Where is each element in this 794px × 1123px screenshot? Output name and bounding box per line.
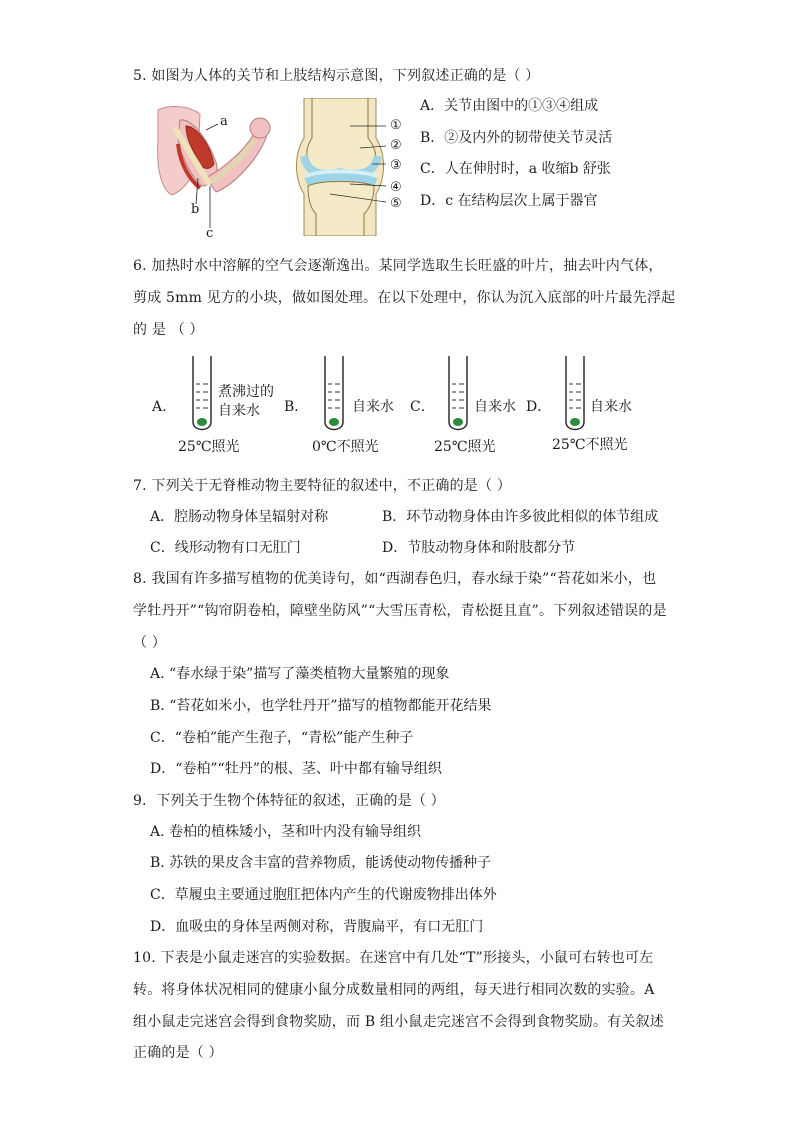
tube-a-letter[interactable]: A. — [152, 399, 167, 415]
q5-option-d[interactable]: D．c 在结构层次上属于器官 — [420, 193, 598, 209]
tube-c-condition: 25℃照光 — [434, 439, 496, 455]
q8-option-d[interactable]: D．“卷柏”“牡丹”的根、茎、叶中都有输导组织 — [150, 761, 442, 777]
q8-option-a[interactable]: A. “春水绿于染”描写了藻类植物大量繁殖的现象 — [150, 666, 450, 682]
q7-option-a[interactable]: A．腔肠动物身体呈辐射对称 — [150, 509, 329, 525]
q9-option-b[interactable]: B. 苏铁的果皮含丰富的营养物质，能诱使动物传播种子 — [150, 855, 492, 871]
label-4: ④ — [390, 180, 402, 195]
q8-stem-line1: 8. 我国有许多描写植物的优美诗句，如“西湖春色归，春水绿于染”“苔花如米小，也 — [133, 571, 657, 587]
q8-stem-line2: 学牡丹开”“钩帘阴卷柏，障壁坐防风”“大雪压青松，青松挺且直”。下列叙述错误的是 — [133, 603, 667, 619]
q6-stem-line2: 剪成 5mm 见方的小块，做如图处理。在以下处理中，你认为沉入底部的叶片最先浮起 — [133, 290, 676, 306]
q9-option-c[interactable]: C．草履虫主要通过胞肛把体内产生的代谢废物排出体外 — [150, 887, 497, 903]
tube-b-condition: 0℃不照光 — [312, 439, 379, 455]
q7-option-d[interactable]: D．节肢动物身体和附肢都分节 — [382, 540, 576, 556]
tube-b-water: 自来水 — [352, 399, 394, 415]
label-a: a — [220, 114, 228, 129]
q5-stem: 5. 如图为人体的关节和上肢结构示意图，下列叙述正确的是（ ） — [133, 68, 540, 84]
q5-option-a[interactable]: A．关节由图中的①③④组成 — [420, 98, 599, 114]
tube-d-condition: 25℃不照光 — [552, 437, 628, 453]
q8-stem-line3: （ ） — [133, 635, 167, 651]
label-5: ⑤ — [390, 196, 402, 211]
joint-figure — [290, 98, 390, 236]
test-tube-c-icon — [446, 356, 470, 436]
label-c: c — [206, 226, 214, 241]
q9-option-a[interactable]: A. 卷柏的植株矮小，茎和叶内没有输导组织 — [150, 824, 422, 840]
test-tube-a-icon — [190, 356, 214, 436]
tube-a-condition: 25℃照光 — [178, 439, 240, 455]
q7-option-b[interactable]: B．环节动物身体由许多彼此相似的体节组成 — [382, 509, 659, 525]
q9-stem: 9．下列关于生物个体特征的叙述，正确的是（ ） — [133, 793, 445, 809]
q8-option-b[interactable]: B. “苔花如米小，也学牡丹开”描写的植物都能开花结果 — [150, 698, 492, 714]
tube-a-water-line1: 煮沸过的 — [218, 384, 274, 400]
arm-figure — [150, 100, 280, 240]
label-2: ② — [390, 138, 402, 153]
tube-a-water-line2: 自来水 — [218, 403, 260, 419]
tube-b-letter[interactable]: B． — [284, 399, 309, 415]
test-tube-b-icon — [322, 356, 346, 436]
q10-stem-line3: 组小鼠走完迷宫会得到食物奖励，而 B 组小鼠走完迷宫不会得到食物奖励。有关叙述 — [133, 1014, 664, 1030]
tube-d-water: 自来水 — [590, 399, 632, 415]
label-1: ① — [390, 118, 402, 133]
q5-option-b[interactable]: B．②及内外的韧带使关节灵活 — [420, 130, 613, 146]
q10-stem-line1: 10. 下表是小鼠走迷宫的实验数据。在迷宫中有几处“T”形接头，小鼠可右转也可左 — [133, 950, 654, 966]
q7-option-c[interactable]: C．线形动物有口无肛门 — [150, 540, 301, 556]
label-3: ③ — [390, 158, 402, 173]
q6-stem-line3: 的 是 （ ） — [133, 322, 204, 338]
tube-d-letter[interactable]: D． — [526, 399, 552, 415]
q10-stem-line2: 转。将身体状况相同的健康小鼠分成数量相同的两组，每天进行相同次数的实验。A — [133, 982, 655, 998]
test-tube-d-icon — [563, 356, 587, 436]
q7-stem: 7. 下列关于无脊椎动物主要特征的叙述中，不正确的是（ ） — [133, 478, 512, 494]
q9-option-d[interactable]: D．血吸虫的身体呈两侧对称，背腹扁平，有口无肛门 — [150, 919, 484, 935]
q8-option-c[interactable]: C．“卷柏”能产生孢子，“青松”能产生种子 — [150, 730, 414, 746]
tube-c-water: 自来水 — [474, 399, 516, 415]
label-b: b — [191, 202, 200, 217]
q5-option-c[interactable]: C．人在伸肘时，a 收缩b 舒张 — [420, 161, 611, 177]
tube-c-letter[interactable]: C． — [410, 399, 435, 415]
q10-stem-line4: 正确的是（ ） — [133, 1045, 223, 1061]
q6-stem-line1: 6. 加热时水中溶解的空气会逐渐逸出。某同学选取生长旺盛的叶片，抽去叶内气体， — [133, 258, 663, 274]
